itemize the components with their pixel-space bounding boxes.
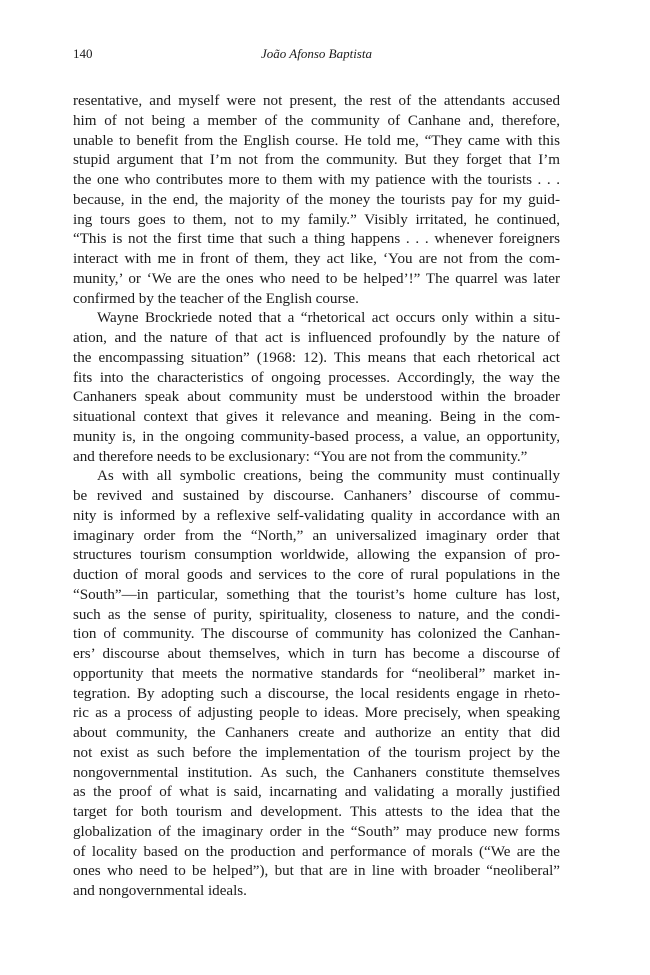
text-line: ric as a process of adjusting people to ideas. More precisely, when speaking — [73, 705, 560, 722]
text-line: interact with me in front of them, they act like, ‘You are not from the com- — [73, 251, 560, 267]
text-line: ers’ discourse about themselves, which in turn has become a discourse of — [73, 646, 560, 662]
text-line: confirmed by the teacher of the English course. — [73, 290, 359, 307]
text-line: him of not being a member of the community of Canhane and, therefore, — [73, 112, 560, 129]
page-number: 140 — [73, 46, 93, 61]
paragraph — [73, 309, 560, 467]
text-line: globalization of the imaginary order in the “South” may produce new forms — [73, 823, 560, 840]
text-line: and therefore needs to be exclusionary: “You are not from the community.” — [73, 448, 528, 465]
text-line: munity is, in the ongoing community-based process, a value, an opportunity, — [73, 428, 560, 445]
text-line: the one who contributes more to them with my patience with the tourists . . . — [73, 172, 560, 188]
text-line: tegration. By adopting such a discourse, the local residents engage in rheto- — [73, 685, 560, 702]
text-line: ing tours goes to them, not to my family.” Visibly irritated, he continued, — [73, 211, 560, 228]
text-line: Wayne Brockriede noted that a “rhetorical act occurs only within a situ- — [97, 310, 560, 327]
text-line: As with all symbolic creations, being the community must continually — [97, 468, 560, 485]
text-line: such as the sense of purity, spirituality, closeness to nature, and the condi- — [73, 606, 560, 623]
text-line: because, in the end, the majority of the money the tourists pay for my guid- — [73, 191, 560, 208]
text-line: situational context that gives it relevance and meaning. Being in the com- — [73, 409, 560, 425]
text-line: ation, and the nature of that act is influenced profoundly by the nature of — [73, 330, 560, 346]
text-line: target for both tourism and development. This attests to the idea that the — [73, 804, 560, 820]
text-line: “This is not the first time that such a thing happens . . . whenever foreigners — [73, 231, 560, 248]
text-line: and nongovernmental ideals. — [73, 883, 247, 899]
paragraph — [73, 92, 560, 309]
text-line: Canhaners speak about community must be understood within the broader — [73, 389, 560, 406]
body-text — [73, 92, 560, 902]
text-line: stupid argument that I’m not from the community. But they forget that I’m — [73, 152, 560, 169]
text-line: duction of moral goods and services to the core of rural populations in the — [73, 567, 560, 583]
paragraph — [73, 467, 560, 902]
text-line: structures tourism consumption worldwide, allowing the expansion of pro- — [73, 547, 560, 564]
text-line: about community, the Canhaners create and authorize an entity that did — [73, 725, 560, 741]
text-line: of locality based on the production and performance of morals (“We are the — [73, 843, 560, 860]
text-line: opportunity that meets the normative standards for “neoliberal” market in- — [73, 665, 560, 682]
text-line: resentative, and myself were not present, the rest of the attendants accused — [73, 93, 560, 109]
text-line: not exist as such before the implementation of the tourism project by the — [73, 744, 560, 761]
text-line: munity,’ or ‘We are the ones who need to be helped’!” The quarrel was later — [73, 270, 560, 287]
text-line: tion of community. The discourse of community has colonized the Canhan- — [73, 626, 560, 643]
running-head — [73, 46, 560, 66]
running-title: João Afonso Baptista — [261, 46, 372, 61]
text-line: as the proof of what is said, incarnating and validating a morally justified — [73, 784, 560, 801]
text-line: unable to benefit from the English course. He told me, “They came with this — [73, 132, 560, 149]
text-line: “South”—in particular, something that the tourist’s home culture has lost, — [73, 586, 560, 603]
text-line: be revived and sustained by discourse. Canhaners’ discourse of commu- — [73, 488, 560, 504]
text-line: nity is informed by a reflexive self-validating quality in accordance with an — [73, 507, 560, 524]
text-line: nongovernmental institution. As such, the Canhaners constitute themselves — [73, 764, 560, 781]
text-line: the encompassing situation” (1968: 12). This means that each rhetorical act — [73, 349, 560, 366]
text-line: imaginary order from the “North,” an universalized imaginary order that — [73, 527, 560, 544]
text-line: ones who need to be helped”), but that are in line with broader “neoliberal” — [73, 863, 560, 880]
text-line: fits into the characteristics of ongoing processes. Accordingly, the way the — [73, 369, 560, 386]
